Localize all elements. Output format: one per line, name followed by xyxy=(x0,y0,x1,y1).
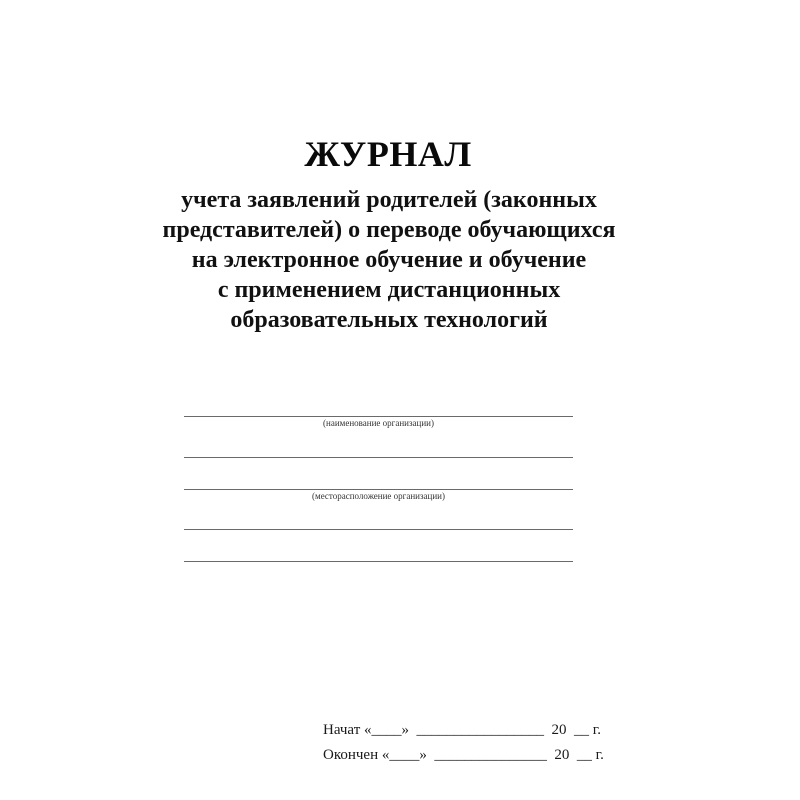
org-location-line xyxy=(184,489,573,490)
subtitle-line-2: представителей) о переводе обучающихся xyxy=(162,217,616,243)
finished-date-row: Окончен «____» _______________ 20 __ г. xyxy=(323,747,604,763)
subtitle-line-5: образовательных технологий xyxy=(230,307,548,333)
document-title: ЖУРНАЛ xyxy=(304,134,472,174)
org-name-caption: (наименование организации) xyxy=(323,418,434,428)
subtitle-line-4: с применением дистанционных xyxy=(217,277,561,303)
org-location-line-2 xyxy=(184,529,573,530)
document-subtitle xyxy=(0,185,800,335)
org-name-line-2 xyxy=(184,457,573,458)
started-date-row: Начат «____» _________________ 20 __ г. xyxy=(323,722,601,738)
org-name-line xyxy=(184,416,573,417)
subtitle-line-1: учета заявлений родителей (законных xyxy=(181,187,597,213)
subtitle-line-3: на электронное обучение и обучение xyxy=(191,247,587,273)
org-location-line-3 xyxy=(184,561,573,562)
org-location-caption: (месторасположение организации) xyxy=(312,491,445,501)
